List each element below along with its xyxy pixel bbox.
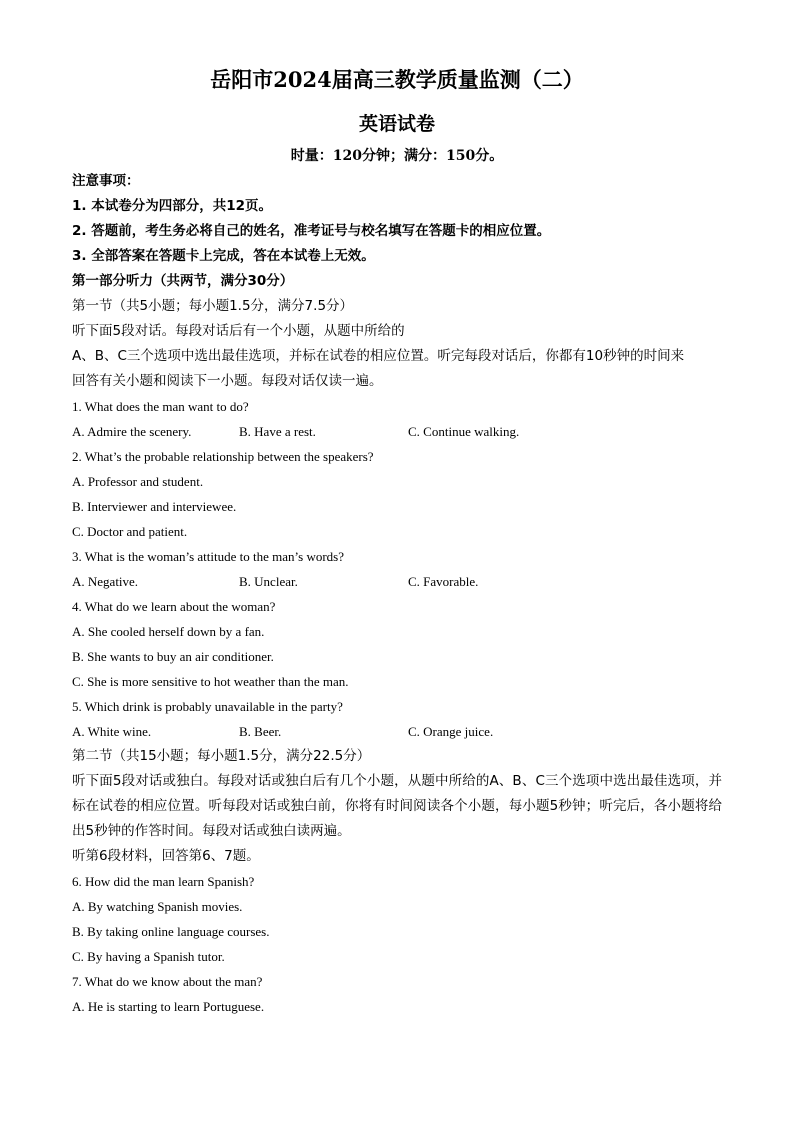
option-b: B. Have a rest. xyxy=(239,424,316,439)
option-c: C. She is more sensitive to hot weather than the man. xyxy=(72,674,349,689)
exam-meta: 时量：120分钟；满分：150分。 xyxy=(290,148,504,164)
option-a: A. Admire the scenery. xyxy=(72,424,192,439)
notice-heading: 注意事项： xyxy=(72,173,140,189)
option-c: C. Continue walking. xyxy=(408,424,520,439)
option-c: C. Favorable. xyxy=(408,574,479,589)
option-b: B. Unclear. xyxy=(239,574,298,589)
question-stem: 6. How did the man learn Spanish? xyxy=(72,874,255,889)
notice-item: 3. 全部答案在答题卡上完成，答在本试卷上无效。 xyxy=(72,248,375,264)
section1-heading: 第一节（共5小题；每小题1.5分，满分7.5分） xyxy=(72,298,354,314)
section1-intro: A、B、C三个选项中选出最佳选项，并标在试卷的相应位置。听完每段对话后，你都有10秒钟的时间来 xyxy=(72,348,685,364)
question-stem: 2. What’s the probable relationship between the speakers? xyxy=(72,449,374,464)
exam-body xyxy=(72,169,722,1019)
question-stem: 3. What is the woman’s attitude to the man’s words? xyxy=(72,549,344,564)
option-a: A. He is starting to learn Portuguese. xyxy=(72,999,265,1014)
option-a: A. By watching Spanish movies. xyxy=(72,899,243,914)
material-instruction: 听第6段材料，回答第6、7题。 xyxy=(72,848,260,864)
option-row xyxy=(72,719,722,744)
question-stem: 5. Which drink is probably unavailable in the party? xyxy=(72,699,343,714)
option-c: C. By having a Spanish tutor. xyxy=(72,949,225,964)
question-stem: 4. What do we learn about the woman? xyxy=(72,599,276,614)
question-stem: 7. What do we know about the man? xyxy=(72,974,263,989)
option-c: C. Orange juice. xyxy=(408,724,494,739)
page-title: 岳阳市2024届高三教学质量监测（二） xyxy=(210,67,584,92)
option-a: A. Negative. xyxy=(72,574,139,589)
option-b: B. By taking online language courses. xyxy=(72,924,270,939)
section1-intro: 听下面5段对话。每段对话后有一个小题，从题中所给的 xyxy=(72,323,405,339)
part1-heading: 第一部分听力（共两节，满分30分） xyxy=(72,273,294,289)
option-b: B. Beer. xyxy=(239,724,282,739)
section2-heading: 第二节（共15小题；每小题1.5分，满分22.5分） xyxy=(72,748,371,764)
section1-intro: 回答有关小题和阅读下一小题。每段对话仅读一遍。 xyxy=(72,373,383,389)
page-subtitle: 英语试卷 xyxy=(358,113,435,135)
option-row xyxy=(72,419,722,444)
notice-item: 1. 本试卷分为四部分，共12页。 xyxy=(72,198,273,214)
section2-intro: 听下面5段对话或独白。每段对话或独白后有几个小题，从题中所给的A、B、C三个选项中选出最佳选项，并标在试卷的相应位置。听每段对话或独白前，你将有时间阅读各个小题，每小题5秒钟；听完后，各小题将给出5秒钟的作答时间。每段对话或独白读两遍。 xyxy=(72,773,722,839)
option-a: A. She cooled herself down by a fan. xyxy=(72,624,265,639)
option-row xyxy=(72,569,722,594)
question-stem: 1. What does the man want to do? xyxy=(72,399,249,414)
option-c: C. Doctor and patient. xyxy=(72,524,188,539)
option-b: B. Interviewer and interviewee. xyxy=(72,499,237,514)
option-b: B. She wants to buy an air conditioner. xyxy=(72,649,274,664)
notice-item: 2. 答题前，考生务必将自己的姓名，准考证号与校名填写在答题卡的相应位置。 xyxy=(72,223,551,239)
option-a: A. White wine. xyxy=(72,724,152,739)
option-a: A. Professor and student. xyxy=(72,474,204,489)
